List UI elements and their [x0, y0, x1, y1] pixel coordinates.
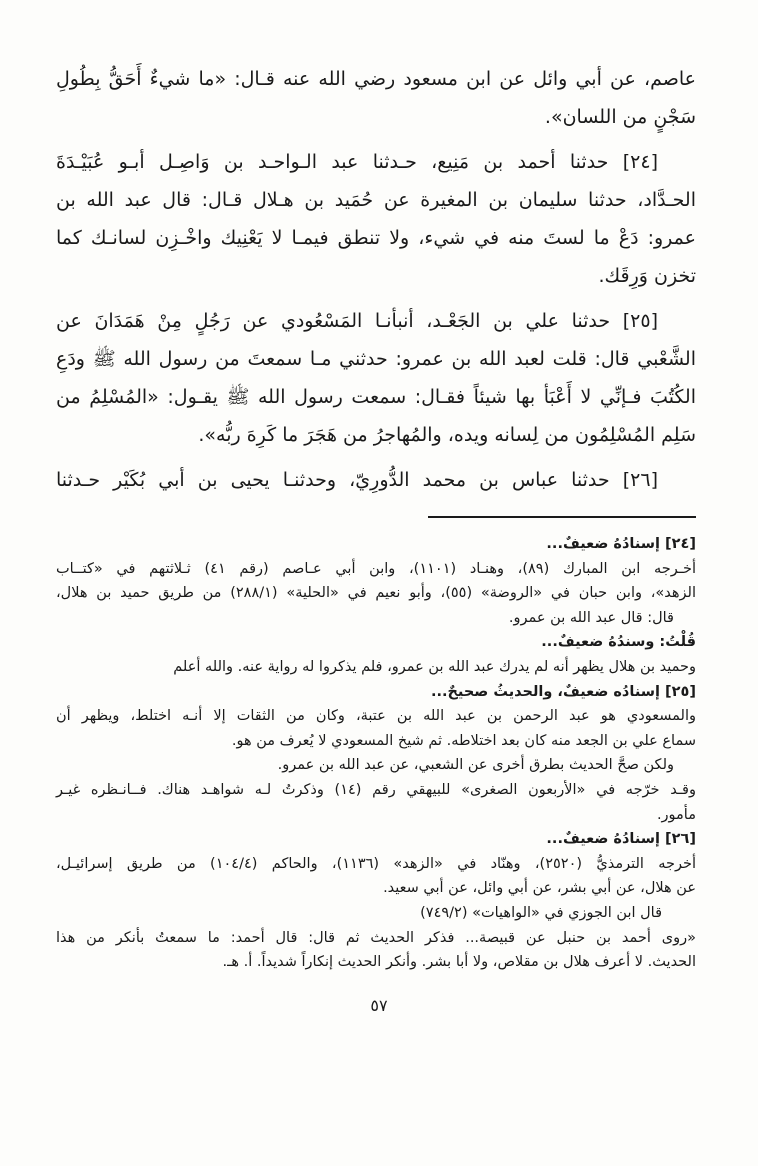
footnote-line: أخرجه الترمذيُّ (٢٥٢٠)، وهنّاد في «الزهد» (١١٣٦)، والحاكم (١٠٤/٤) من طريق إسرائيـل،	[56, 855, 697, 872]
footnote-line: سماع علي بن الجعد منه كان بعد اختلاطه. ثم شيخ المسعودي لا يُعرف من هو.	[231, 732, 696, 749]
main-text-line: [٢٤] حدثنا أحمد بن مَنِيع، حـدثنا عبد الـواحـد بن وَاصِـل أبـو عُبَيْـدَةَ	[56, 151, 658, 173]
footnote-line: مأمور.	[656, 806, 696, 823]
main-text-line: سَجْنٍ من اللسان».	[544, 106, 696, 128]
footnote-line: قُلْتُ: وسندُهُ ضعيفٌ...	[541, 634, 696, 651]
main-text-line: تخزن وَرِقَك.	[598, 265, 696, 287]
footnote-line: والمسعودي هو عبد الرحمن بن عبد الله بن عتبة، وكان من الثقات إلا أنـه اختلط، ويظهر أن	[56, 708, 696, 725]
footnote-separator	[428, 516, 696, 518]
main-text-line: الكُتُبَ فـإنِّي لا أَعْبَأ بها شيئاً فقـال: سمعت رسول الله ﷺ يقـول: «المُسْلِمُ من	[56, 386, 696, 408]
footnote-line: عن هلال، عن أبي بشر، عن أبي وائل، عن أبي سعيد.	[383, 880, 696, 897]
footnotes	[56, 532, 696, 975]
footnote-line: الحديث. لا أعرف هلال بن مقلاص، ولا أبا بشر. وأنكر الحديث إنكاراً شديداً. أ. هـ.	[222, 954, 696, 971]
footnote-heading: [٢٦] إسنادُهُ ضعيفٌ...	[546, 831, 696, 848]
footnote-line: أخـرجه ابن المبارك (٨٩)، وهنـاد (١١٠١)، وابن أبي عـاصم (رقم ٤١) ثـلاثتهم في «كتــاب	[56, 560, 696, 577]
footnote-heading: [٢٤] إسنادُهُ ضعيفٌ...	[546, 536, 696, 552]
main-text-line: [٢٦] حدثنا عباس بن محمد الدُّورِيّ، وحدثنـا يحيى بن أبي بُكَيْر حـدثنا	[56, 469, 658, 491]
footnote-line: وقـد خرّجه في «الأربعون الصغرى» للبيهقي رقم (١٤) وذكرتُ لـه شواهـد هناك. فــانـظره غيـر	[56, 781, 696, 798]
main-text-line: الشَّعْبي قال: قلت لعبد الله بن عمرو: حدثني مـا سمعتَ من رسول الله ﷺ ودَعِ	[56, 348, 696, 370]
footnote-line: قال ابن الجوزي في «الواهيات» (٧٤٩/٢)	[420, 904, 662, 921]
footnote-heading: [٢٥] إسنادُه ضعيفٌ، والحديثُ صحيحٌ...	[430, 683, 696, 700]
page-number: ٥٧	[370, 996, 388, 1015]
main-text-line: [٢٥] حدثنا علي بن الجَعْـد، أنبأنـا المَسْعُودي عن رَجُلٍ مِنْ هَمَدَانَ عن	[56, 310, 658, 332]
footnote-line: ولكن صحَّ الحديث بطرق أخرى عن الشعبي، عن عبد الله بن عمرو.	[277, 757, 674, 774]
main-text-line: عمرو: دَعْ ما لستَ منه في شيء، ولا تنطق فيمـا لا يَعْنِيك واخْـزِن لسانـك كما	[56, 227, 696, 249]
main-text	[56, 60, 696, 499]
footnote-line: وحميد بن هلال يظهر أنه لم يدرك عبد الله بن عمرو، فلم يذكروا له رواية عنه. والله أعلم	[173, 658, 696, 675]
footnote-line: الزهد»، وابن حبان في «الروضة» (٥٥)، وأبو نعيم في «الحلية» (٢٨٨/١) من طريق حميد بن هلال،	[56, 585, 696, 602]
footnote-line: «روى أحمد بن حنبل عن قبيصة... فذكر الحديث ثم قال: قال أحمد: ما سمعتُ بأنكر من هذا	[56, 929, 696, 946]
main-text-line: الحـدَّاد، حدثنا سليمان بن المغيرة عن حُمَيد بن هـلال قـال: قال عبد الله بن	[56, 189, 696, 211]
footnote-line: قال: قال عبد الله بن عمرو.	[508, 609, 674, 626]
main-text-line: سَلِم المُسْلِمُون من لِسانه ويده، والمُهاجرُ من هَجَرَ ما كَرِهَ ربُّه».	[198, 424, 696, 446]
main-text-line: عاصم، عن أبي وائل عن ابن مسعود رضي الله عنه قـال: «ما شيءٌ أَحَقُّ بِطُولِ	[56, 68, 696, 90]
